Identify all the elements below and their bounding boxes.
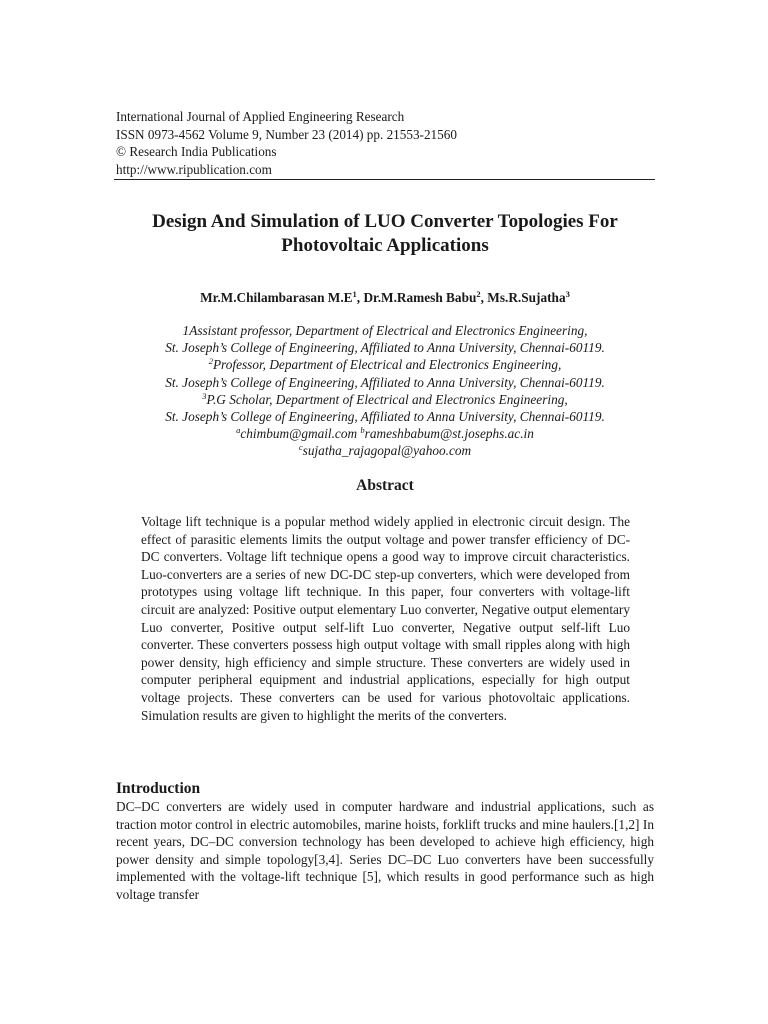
journal-name: International Journal of Applied Engineering Research bbox=[116, 109, 405, 124]
affiliation-2-college: St. Joseph’s College of Engineering, Affiliated to Anna University, Chennai-60119. bbox=[165, 374, 605, 390]
abstract-heading: Abstract bbox=[356, 477, 414, 494]
author-2-mark: 2 bbox=[476, 289, 481, 299]
header-divider bbox=[114, 179, 655, 180]
author-2-name: Dr.M.Ramesh Babu bbox=[363, 290, 477, 305]
affiliation-2-role bbox=[100, 356, 670, 373]
paper-title: Design And Simulation of LUO Converter Topologies For Photovoltaic Applications bbox=[152, 211, 618, 256]
email-a: chimbum@gmail.com bbox=[240, 426, 361, 442]
email-b: rameshbabum@st.josephs.ac.in bbox=[364, 426, 534, 442]
journal-copyright: © Research India Publications bbox=[116, 144, 277, 159]
author-separator: , bbox=[480, 290, 488, 305]
affiliation-3-mark: 3 bbox=[202, 390, 207, 401]
author-1-name: Mr.M.Chilambarasan M.E bbox=[200, 290, 353, 305]
author-3-name: Ms.R.Sujatha bbox=[487, 290, 566, 305]
email-line-2 bbox=[100, 442, 670, 459]
author-separator: , bbox=[356, 290, 364, 305]
affiliation-2-role-text: Professor, Department of Electrical and Electronics Engineering, bbox=[212, 357, 562, 373]
journal-issn-line: ISSN 0973-4562 Volume 9, Number 23 (2014) pp. 21553-21560 bbox=[116, 126, 457, 142]
affiliation-3-college: St. Joseph’s College of Engineering, Affiliated to Anna University, Chennai-60119. bbox=[165, 409, 605, 425]
email-c: sujatha_rajagopal@yahoo.com bbox=[302, 443, 472, 459]
affiliation-3-role-text: P.G Scholar, Department of Electrical and Electronics Engineering, bbox=[206, 391, 568, 407]
email-b-mark: b bbox=[360, 425, 365, 436]
introduction-text: DC–DC converters are widely used in computer hardware and industrial applications, such as traction motor control in electric automobiles, marine hoists, forklift trucks and mine haulers.[1,2] In recent years, DC–DC conversion technology has been developed to achieve high efficiency, high power density and simple topology[3,4]. Series DC–DC Luo converters have been successfully implemented with the voltage-lift technique [5], which results in good performance such as high voltage transfer bbox=[116, 799, 654, 902]
author-3-mark: 3 bbox=[565, 289, 570, 299]
abstract-text: Voltage lift technique is a popular method widely applied in electronic circuit design. The effect of parasitic elements limits the output voltage and power transfer efficiency of DC-DC converters. Voltage lift technique opens a good way to improve circuit characteristics. Luo-converters are a series of new DC-DC step-up converters, which were developed from prototypes using voltage lift technique. In this paper, four converters with voltage-lift circuit are analyzed: Positive output elementary Luo converter, Negative output elementary Luo converter, Positive output self-lift Luo converter, Negative output self-lift Luo converter. These converters possess high output voltage with small ripples along with high power density, high efficiency and simple structure. These converters are widely used in computer peripheral equipment and industrial applications, especially for high output voltage projects. These converters can be used for various photovoltaic applications. Simulation results are given to highlight the merits of the converters. bbox=[141, 514, 630, 723]
affiliation-1-role: 1Assistant professor, Department of Electrical and Electronics Engineering, bbox=[182, 323, 588, 338]
affiliation-1-college: St. Joseph’s College of Engineering, Affiliated to Anna University, Chennai-60119. bbox=[165, 340, 605, 356]
author-1-mark: 1 bbox=[352, 289, 357, 299]
journal-url: http://www.ripublication.com bbox=[116, 161, 272, 177]
affiliation-2-mark: 2 bbox=[208, 356, 213, 367]
author-line bbox=[100, 289, 670, 307]
introduction-heading: Introduction bbox=[116, 780, 201, 797]
email-line-1 bbox=[100, 425, 670, 442]
affiliations-block bbox=[100, 322, 670, 460]
email-c-mark: c bbox=[298, 442, 303, 453]
affiliation-3-role bbox=[100, 391, 670, 408]
journal-header bbox=[116, 108, 654, 178]
email-a-mark: a bbox=[236, 425, 241, 436]
